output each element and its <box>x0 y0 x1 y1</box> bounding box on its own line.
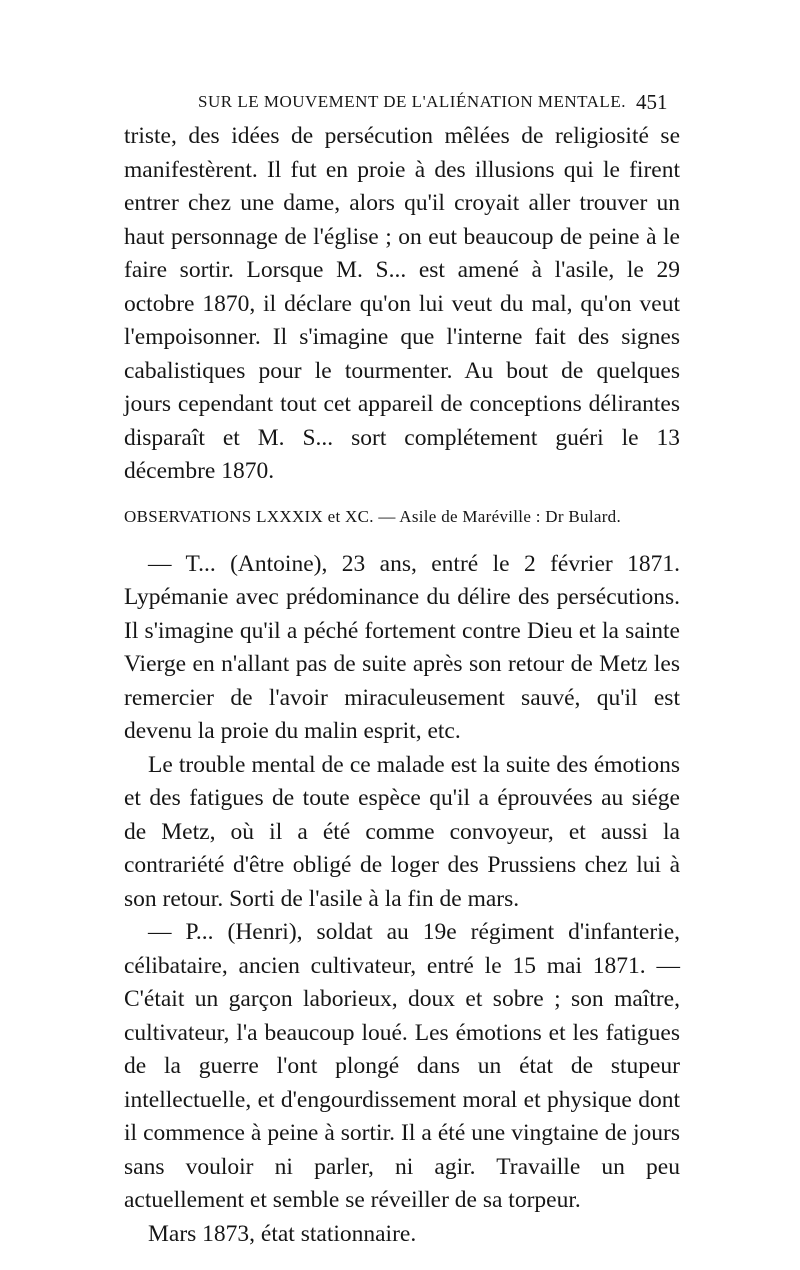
paragraph-case-t-followup: Le trouble mental de ce malade est la suite des émotions et des fatigues de toute espèce qu'il a éprouvées au siége de Metz, où il a été comme convoyeur, et aussi la contrariété d'être obligé de loger des Prussiens chez lui à son retour. Sorti de l'asile à la fin de mars. <box>124 751 680 912</box>
page-number: 451 <box>636 90 668 114</box>
paragraph-case-t: — T... (Antoine), 23 ans, entré le 2 février 1871. Lypémanie avec prédominance du délire des persécutions. Il s'imagine qu'il a péché fortement contre Dieu et la sainte Vierge en n'allant pas de suite après son retour de Metz les remercier de l'avoir miraculeusement sauvé, qu'il est devenu la proie du malin esprit, etc. <box>124 550 680 744</box>
body-text <box>124 120 680 1251</box>
paragraph-status: Mars 1873, état stationnaire. <box>148 1220 417 1247</box>
paragraph-continuation: triste, des idées de persécution mêlées de religiosité se manifestèrent. Il fut en proie à des illusions qui le firent entrer chez une dame, alors qu'il croyait aller trouver un haut personnage de l'église ; on eut beaucoup de peine à le faire sortir. Lorsque M. S... est amené à l'asile, le 29 octobre 1870, il déclare qu'on lui veut du mal, qu'on veut l'empoisonner. Il s'imagine que l'interne fait des signes cabalistiques pour le tourmenter. Au bout de quelques jours cependant tout cet appareil de conceptions délirantes disparaît et M. S... sort complétement guéri le 13 décembre 1870. <box>124 123 680 484</box>
running-head: SUR LE MOUVEMENT DE L'ALIÉNATION MENTALE. <box>198 92 626 111</box>
observations-heading: OBSERVATIONS LXXXIX et XC. — Asile de Maréville : Dr Bulard. <box>124 506 622 526</box>
paragraph-case-p: — P... (Henri), soldat au 19e régiment d'infanterie, célibataire, ancien cultivateur, entré le 15 mai 1871. — C'était un garçon laborieux, doux et sobre ; son maître, cultivateur, l'a beaucoup loué. Les émotions et les fatigues de la guerre l'ont plongé dans un état de stupeur intellectuelle, et d'engourdissement moral et physique dont il commence à peine à sortir. Il a été une vingtaine de jours sans vouloir ni parler, ni agir. Travaille un peu actuellement et semble se réveiller de sa torpeur. <box>124 919 680 1213</box>
